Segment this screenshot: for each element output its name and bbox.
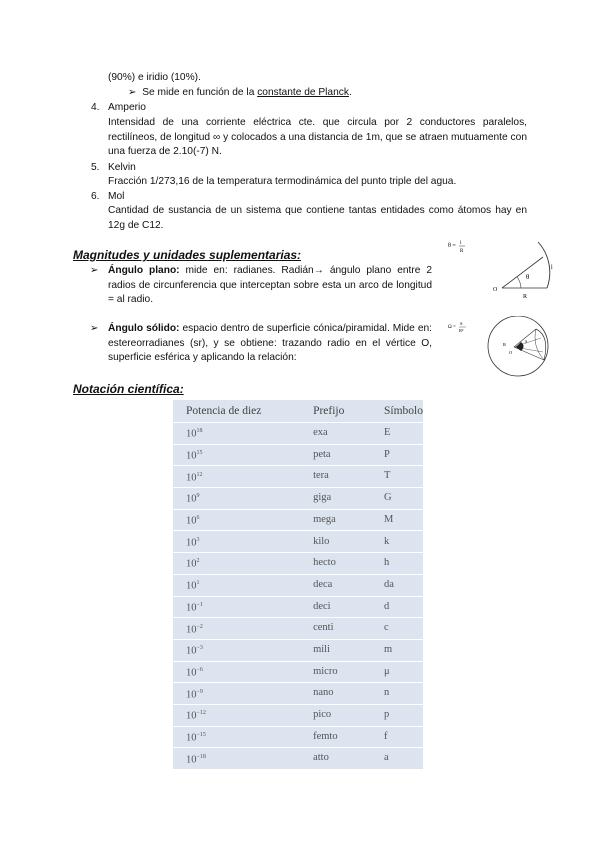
symbol-cell: T xyxy=(372,466,423,488)
symbol-cell: n xyxy=(372,683,423,705)
list-number: 6. xyxy=(91,191,100,202)
list-number: 4. xyxy=(91,102,100,113)
table-row xyxy=(173,531,423,553)
radius-line xyxy=(502,257,543,288)
power-cell: $10^{-1}$ xyxy=(173,596,301,618)
table-row xyxy=(173,488,423,510)
prefix-cell: tera xyxy=(301,466,372,488)
symbol-cell: E xyxy=(372,423,423,445)
label-r: R xyxy=(503,342,507,347)
unit-name-amperio: Amperio xyxy=(108,102,146,113)
label-r: R xyxy=(523,294,528,300)
prefix-cell: kilo xyxy=(301,531,372,553)
planck-suffix: . xyxy=(348,87,352,98)
formula-lhs: Ω = xyxy=(448,325,456,330)
label-theta: θ xyxy=(526,273,530,281)
arrow-bullet-icon: ➢ xyxy=(90,323,99,334)
symbol-cell: μ xyxy=(372,661,423,683)
power-cell: $10^{12}$ xyxy=(173,466,301,488)
power-cell: $10^6$ xyxy=(173,509,301,531)
power-cell: $10^{15}$ xyxy=(173,444,301,466)
symbol-cell: c xyxy=(372,618,423,640)
symbol-cell: M xyxy=(372,509,423,531)
prefix-cell: exa xyxy=(301,423,372,445)
label-o: O xyxy=(509,350,513,355)
plano-text: mide en: radianes. Radián→ ángulo plano entre 2 radios de circunferencia que interceptan sobre esta un arco de longitud = al radio. xyxy=(108,265,433,305)
power-cell: $10^{-9}$ xyxy=(173,683,301,705)
list-number: 5. xyxy=(91,162,100,173)
planck-link[interactable]: constante de Planck xyxy=(257,87,349,98)
prefix-cell: deci xyxy=(301,596,372,618)
prefix-cell: micro xyxy=(301,661,372,683)
section-heading-notacion: Notación científica: xyxy=(73,382,184,396)
prefix-cell: mili xyxy=(301,639,372,661)
symbol-cell: da xyxy=(372,574,423,596)
table-row xyxy=(173,639,423,661)
solido-label: Ángulo sólido: xyxy=(108,323,180,334)
symbol-cell: P xyxy=(372,444,423,466)
power-cell: $10^2$ xyxy=(173,553,301,575)
solido-paragraph xyxy=(108,322,432,366)
table-row xyxy=(173,704,423,726)
table-row xyxy=(173,466,423,488)
power-cell: $10^1$ xyxy=(173,574,301,596)
arc xyxy=(538,242,550,288)
formula-den: R² xyxy=(459,328,464,333)
prefix-cell: nano xyxy=(301,683,372,705)
column-header: Potencia de diez xyxy=(186,404,262,417)
arrow-bullet-icon: ➢ xyxy=(128,87,137,98)
table-row xyxy=(173,574,423,596)
column-header: Símbolo xyxy=(384,404,423,417)
symbol-cell: G xyxy=(372,488,423,510)
cone-section xyxy=(516,342,524,351)
prefix-cell: atto xyxy=(301,748,372,769)
prefix-cell: peta xyxy=(301,444,372,466)
power-cell: $10^9$ xyxy=(173,488,301,510)
symbol-cell: m xyxy=(372,639,423,661)
prefix-table xyxy=(173,400,423,769)
table-header-row xyxy=(173,400,423,423)
unit-desc-mol: Cantidad de sustancia de un sistema que contiene tantas entidades como átomos hay en 12g de C12. xyxy=(108,205,527,231)
formula-num: l xyxy=(460,241,462,246)
unit-desc-kelvin: Fracción 1/273,16 de la temperatura termodinámica del punto triple del agua. xyxy=(108,176,457,187)
table-row xyxy=(173,748,423,769)
arrow-bullet-icon: ➢ xyxy=(90,265,99,276)
prefix-cell: deca xyxy=(301,574,372,596)
table-row xyxy=(173,726,423,748)
solid-angle-diagram xyxy=(446,316,558,380)
label-o: O xyxy=(493,287,498,293)
formula-den: R xyxy=(460,249,464,254)
unit-desc-amperio: Intensidad de una corriente eléctrica cte. que circula por 2 conductores paralelos, rectilíneos, de longitud ∞ y colocados a una distancia de 1m, que se atraen mutuamente con una fuerza de 2.10(-7) N. xyxy=(108,117,527,157)
table-row xyxy=(173,618,423,640)
prefix-cell: giga xyxy=(301,488,372,510)
bullet-planck xyxy=(128,86,352,101)
table-row xyxy=(173,683,423,705)
power-cell: $10^{-15}$ xyxy=(173,726,301,748)
power-cell: $10^3$ xyxy=(173,531,301,553)
power-cell: $10^{-2}$ xyxy=(173,618,301,640)
table-row xyxy=(173,509,423,531)
symbol-cell: p xyxy=(372,704,423,726)
plano-paragraph xyxy=(108,264,432,308)
symbol-cell: h xyxy=(372,553,423,575)
power-cell: $10^{-3}$ xyxy=(173,639,301,661)
label-l: l xyxy=(551,265,553,271)
symbol-cell: k xyxy=(372,531,423,553)
unit-name-mol: Mol xyxy=(108,191,125,202)
prefix-cell: hecto xyxy=(301,553,372,575)
table-row xyxy=(173,423,423,445)
formula-lhs: θ = xyxy=(448,243,456,249)
plano-label: Ángulo plano: xyxy=(108,265,180,276)
unit-name-kelvin: Kelvin xyxy=(108,162,136,173)
table-row xyxy=(173,444,423,466)
power-cell: $10^{18}$ xyxy=(173,423,301,445)
label-s: S xyxy=(525,339,528,344)
symbol-cell: f xyxy=(372,726,423,748)
power-cell: $10^{-12}$ xyxy=(173,704,301,726)
table-row xyxy=(173,596,423,618)
formula-num: S xyxy=(460,321,463,326)
prefix-cell: femto xyxy=(301,726,372,748)
symbol-cell: d xyxy=(372,596,423,618)
column-header: Prefijo xyxy=(313,404,345,417)
prefix-cell: centi xyxy=(301,618,372,640)
power-cell: $10^{-6}$ xyxy=(173,661,301,683)
symbol-cell: a xyxy=(372,748,423,769)
prefix-cell: mega xyxy=(301,509,372,531)
prefix-cell: pico xyxy=(301,704,372,726)
power-cell: $10^{-18}$ xyxy=(173,748,301,769)
plane-angle-diagram xyxy=(440,236,560,308)
planck-prefix: Se mide en función de la xyxy=(142,87,258,98)
table-row xyxy=(173,553,423,575)
text-line: (90%) e iridio (10%). xyxy=(108,72,201,83)
table-row xyxy=(173,661,423,683)
section-heading-suplementarias: Magnitudes y unidades suplementarias: xyxy=(73,248,302,262)
solido-text: espacio dentro de superficie cónica/piramidal. Mide en: estereorradianes (sr), y se obtiene: trazando radio en el vértice O, superficie esférica y aplicando la relación: xyxy=(108,323,432,363)
